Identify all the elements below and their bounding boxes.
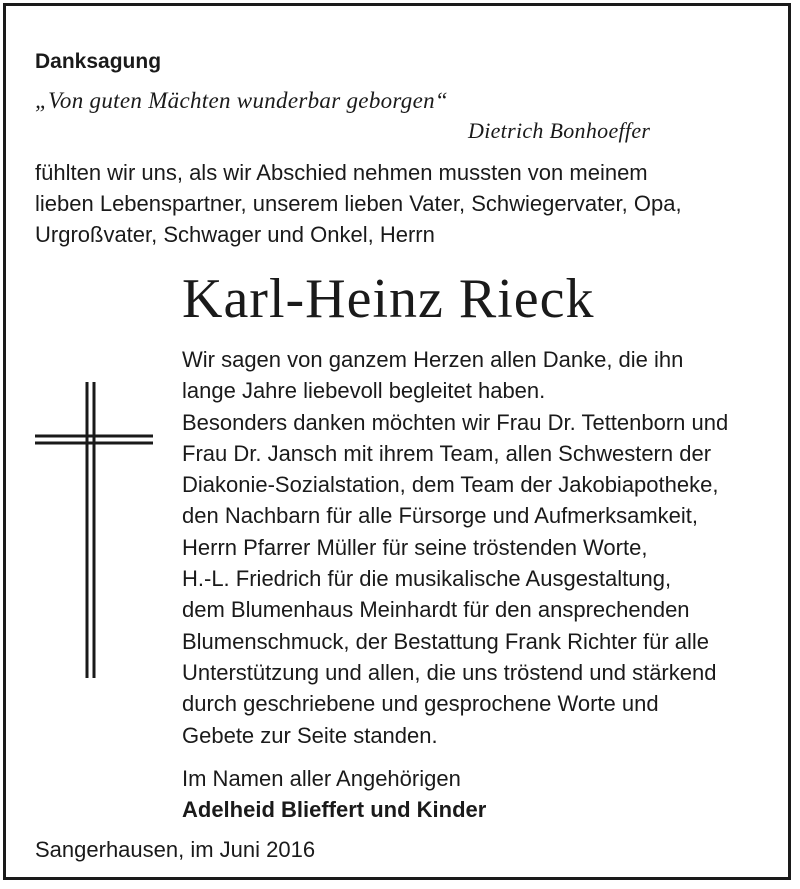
quote-text: „Von guten Mächten wunderbar geborgen“: [35, 88, 449, 113]
intro-paragraph: [35, 157, 682, 250]
body-line: Wir sagen von ganzem Herzen allen Danke, die ihn: [182, 347, 684, 372]
deceased-name: Karl-Heinz Rieck: [182, 268, 595, 330]
closing-block: [182, 763, 486, 825]
body-line: Gebete zur Seite standen.: [182, 722, 438, 748]
body-line: den Nachbarn für alle Fürsorge und Aufmerksamkeit,: [182, 503, 699, 529]
body-line: Frau Dr. Jansch mit ihrem Team, allen Schwestern der: [182, 440, 712, 466]
notice-heading: Danksagung: [35, 50, 162, 73]
body-line: Herrn Pfarrer Müller für seine tröstenden Worte,: [182, 534, 648, 560]
intro-line: fühlten wir uns, als wir Abschied nehmen mussten von meinem: [35, 160, 648, 185]
body-line: Blumenschmuck, der Bestattung Frank Richter für alle: [182, 628, 710, 654]
cross-icon: [23, 380, 155, 680]
intro-line: Urgroßvater, Schwager und Onkel, Herrn: [35, 222, 435, 247]
on-behalf-text: Im Namen aller Angehörigen: [182, 766, 461, 791]
signer-name: Adelheid Blieffert und Kinder: [182, 797, 487, 822]
place-date: Sangerhausen, im Juni 2016: [35, 837, 316, 862]
body-line: durch geschriebene und gesprochene Worte und: [182, 691, 659, 717]
quote-author: Dietrich Bonhoeffer: [468, 118, 651, 143]
body-line: Unterstützung und allen, die uns tröstend und stärkend: [182, 659, 717, 685]
body-line: H.-L. Friedrich für die musikalische Ausgestaltung,: [182, 566, 672, 592]
intro-line: lieben Lebenspartner, unserem lieben Vater, Schwiegervater, Opa,: [35, 191, 682, 216]
body-line: lange Jahre liebevoll begleitet haben.: [182, 378, 546, 404]
thanks-paragraph: [182, 344, 728, 751]
body-line: Diakonie-Sozialstation, dem Team der Jakobiapotheke,: [182, 472, 719, 498]
body-line: dem Blumenhaus Meinhardt für den ansprechenden: [182, 597, 690, 623]
death-notice: [3, 3, 791, 880]
body-line: Besonders danken möchten wir Frau Dr. Tettenborn und: [182, 409, 729, 435]
